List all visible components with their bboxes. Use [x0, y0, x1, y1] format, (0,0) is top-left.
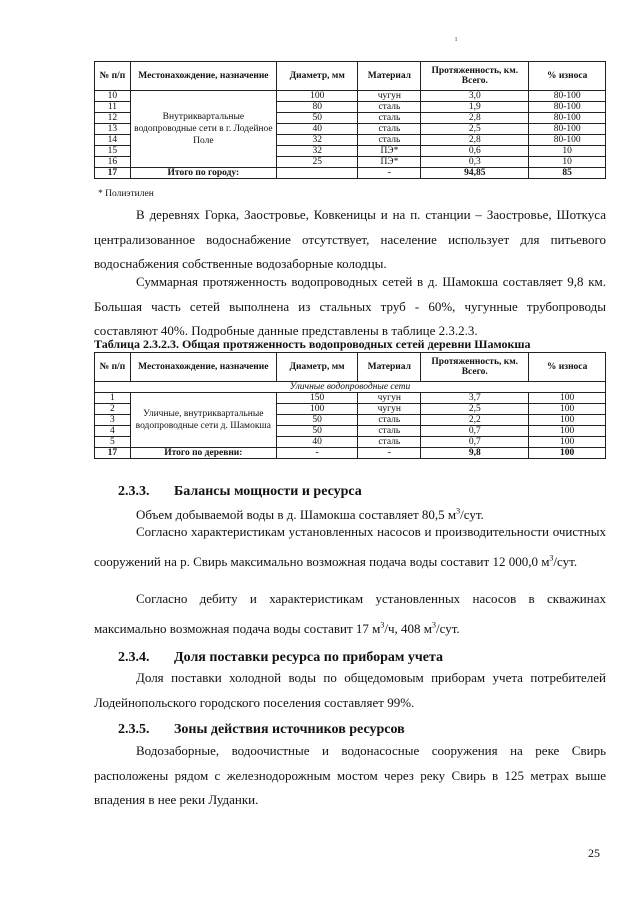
- cell-material: сталь: [358, 102, 421, 113]
- cell-diameter: 50: [276, 113, 358, 124]
- cell-wear: 10: [529, 146, 606, 157]
- cell-material: чугун: [358, 404, 421, 415]
- header-material: Материал: [358, 353, 421, 382]
- city-networks-table: [94, 61, 606, 179]
- cell-length: 2,5: [421, 124, 529, 135]
- header-length: Протяженность, км. Всего.: [421, 353, 529, 382]
- cell-wear: 80-100: [529, 113, 606, 124]
- cell-total-label: Итого по деревни:: [130, 448, 276, 459]
- cell-material: -: [358, 168, 421, 179]
- cell-num: 17: [95, 448, 131, 459]
- cell-num: 17: [95, 168, 131, 179]
- cell-diameter: -: [276, 448, 358, 459]
- cell-length: 2,8: [421, 135, 529, 146]
- section-title: Зоны действия источников ресурсов: [174, 722, 405, 737]
- cell-num: 16: [95, 157, 131, 168]
- table-subheader-row: [95, 382, 606, 393]
- cell-diameter: 40: [276, 437, 358, 448]
- cell-wear: 10: [529, 157, 606, 168]
- page-number: 25: [588, 846, 600, 860]
- header-diameter: Диаметр, мм: [276, 353, 358, 382]
- section-title: Балансы мощности и ресурса: [174, 484, 362, 499]
- paragraph-shamoksha: Суммарная протяженность водопроводных сетей в д. Шамокша составляет 9,8 км. Большая часть сетей выполнена из стальных труб - 60%, чугунные трубопроводы составляют 40%. Подробные данные представлены в таблице 2.3.2.3.: [94, 274, 606, 338]
- cell-location: Уличные, внутриквартальные водопроводные сети д. Шамокша: [130, 393, 276, 448]
- cell-num: 11: [95, 102, 131, 113]
- cell-material: сталь: [358, 415, 421, 426]
- header-wear: % износа: [529, 353, 606, 382]
- cell-material: чугун: [358, 393, 421, 404]
- header-length: Протяженность, км. Всего.: [421, 62, 529, 91]
- section-title: Доля поставки ресурса по приборам учета: [174, 650, 444, 665]
- cell-length: 0,3: [421, 157, 529, 168]
- cell-length: 3,0: [421, 91, 529, 102]
- cell-wear: 100: [529, 393, 606, 404]
- cell-wear: 80-100: [529, 135, 606, 146]
- cell-diameter: 32: [276, 146, 358, 157]
- cell-diameter: 40: [276, 124, 358, 135]
- shamoksha-networks-table: [94, 352, 606, 459]
- cell-diameter: 100: [276, 404, 358, 415]
- section-heading-2-3-4: [118, 650, 443, 666]
- cell-length: 94,85: [421, 168, 529, 179]
- cell-diameter: 25: [276, 157, 358, 168]
- cell-material: сталь: [358, 124, 421, 135]
- cell-diameter: 80: [276, 102, 358, 113]
- cell-num: 3: [95, 415, 131, 426]
- cell-diameter: 50: [276, 426, 358, 437]
- cell-num: 12: [95, 113, 131, 124]
- cell-wear: 100: [529, 404, 606, 415]
- scan-mark: ı: [455, 34, 458, 43]
- cell-material: -: [358, 448, 421, 459]
- cell-material: сталь: [358, 437, 421, 448]
- cell-wear: 80-100: [529, 91, 606, 102]
- paragraph-water-volume: Объем добываемой воды в д. Шамокша составляет 80,5 $м^3$/сут.: [136, 506, 484, 522]
- header-location: Местонахождение, назначение: [130, 62, 276, 91]
- cell-length: 9,8: [421, 448, 529, 459]
- cell-material: сталь: [358, 135, 421, 146]
- table-caption: Таблица 2.3.2.3. Общая протяженность водопроводных сетей деревни Шамокша: [94, 337, 531, 351]
- header-num: № п/п: [95, 353, 131, 382]
- cell-length: 2,2: [421, 415, 529, 426]
- cell-length: 2,8: [421, 113, 529, 124]
- paragraph-treatment-capacity: Согласно характеристикам установленных насосов и производительности очистных сооружений на р. Свирь максимально возможная подача воды составит 12 000,0 $м^3$/сут.: [94, 524, 606, 569]
- cell-diameter: 50: [276, 415, 358, 426]
- paragraph-source-zones: Водозаборные, водоочистные и водонасосные сооружения на реке Свирь расположены рядом с железнодорожным мостом через реку Свирь в 125 метрах выше впадения в нее реки Луданки.: [94, 743, 606, 807]
- header-wear: % износа: [529, 62, 606, 91]
- section-heading-2-3-5: [118, 722, 405, 738]
- cell-wear: 100: [529, 426, 606, 437]
- cell-material: ПЭ*: [358, 146, 421, 157]
- paragraph-villages: В деревнях Горка, Заостровье, Ковкеницы и на п. станции – Заостровье, Шоткуса централизованное водоснабжение отсутствует, население использует для питьевого водоснабжения собственные водозаборные колодцы.: [94, 207, 606, 271]
- cell-material: сталь: [358, 426, 421, 437]
- cell-material: ПЭ*: [358, 157, 421, 168]
- cell-num: 13: [95, 124, 131, 135]
- paragraph-wells-capacity: Согласно дебиту и характеристикам установленных насосов в скважинах максимально возможная подача воды составит 17 $м^3/ч$, 408 $м^3$/сут.: [94, 591, 606, 636]
- table-footnote: * Полиэтилен: [98, 189, 154, 199]
- cell-diameter: 150: [276, 393, 358, 404]
- cell-material: сталь: [358, 113, 421, 124]
- cell-wear: 85: [529, 168, 606, 179]
- cell-wear: 100: [529, 448, 606, 459]
- cell-num: 14: [95, 135, 131, 146]
- cell-wear: 80-100: [529, 102, 606, 113]
- cell-length: 0,7: [421, 437, 529, 448]
- section-heading-2-3-3: [118, 484, 362, 500]
- table-total-row: [95, 448, 606, 459]
- cell-num: 5: [95, 437, 131, 448]
- cell-diameter: 32: [276, 135, 358, 146]
- header-location: Местонахождение, назначение: [130, 353, 276, 382]
- cell-total-label: Итого по городу:: [130, 168, 276, 179]
- header-num: № п/п: [95, 62, 131, 91]
- section-number: 2.3.5.: [118, 722, 150, 737]
- cell-num: 1: [95, 393, 131, 404]
- table-row: [95, 393, 606, 404]
- cell-num: 4: [95, 426, 131, 437]
- table-header-row: [95, 353, 606, 382]
- cell-wear: 100: [529, 437, 606, 448]
- header-diameter: Диаметр, мм: [276, 62, 358, 91]
- paragraph-metering-share: Доля поставки холодной воды по общедомовым приборам учета потребителей Лодейнопольского городского поселения составляет 99%.: [94, 670, 606, 710]
- cell-wear: 80-100: [529, 124, 606, 135]
- table-header-row: [95, 62, 606, 91]
- cell-material: чугун: [358, 91, 421, 102]
- cell-num: 10: [95, 91, 131, 102]
- cell-length: 2,5: [421, 404, 529, 415]
- cell-subheader: Уличные водопроводные сети: [95, 382, 606, 393]
- section-number: 2.3.4.: [118, 650, 150, 665]
- cell-length: 1,9: [421, 102, 529, 113]
- cell-length: 0,6: [421, 146, 529, 157]
- cell-wear: 100: [529, 415, 606, 426]
- header-material: Материал: [358, 62, 421, 91]
- cell-num: 2: [95, 404, 131, 415]
- cell-length: 3,7: [421, 393, 529, 404]
- section-number: 2.3.3.: [118, 484, 150, 499]
- cell-location: Внутриквартальные водопроводные сети в г. Лодейное Поле: [130, 91, 276, 168]
- cell-length: 0,7: [421, 426, 529, 437]
- table-total-row: [95, 168, 606, 179]
- table-row: [95, 91, 606, 102]
- cell-diameter: 100: [276, 91, 358, 102]
- cell-num: 15: [95, 146, 131, 157]
- cell-diameter: [276, 168, 358, 179]
